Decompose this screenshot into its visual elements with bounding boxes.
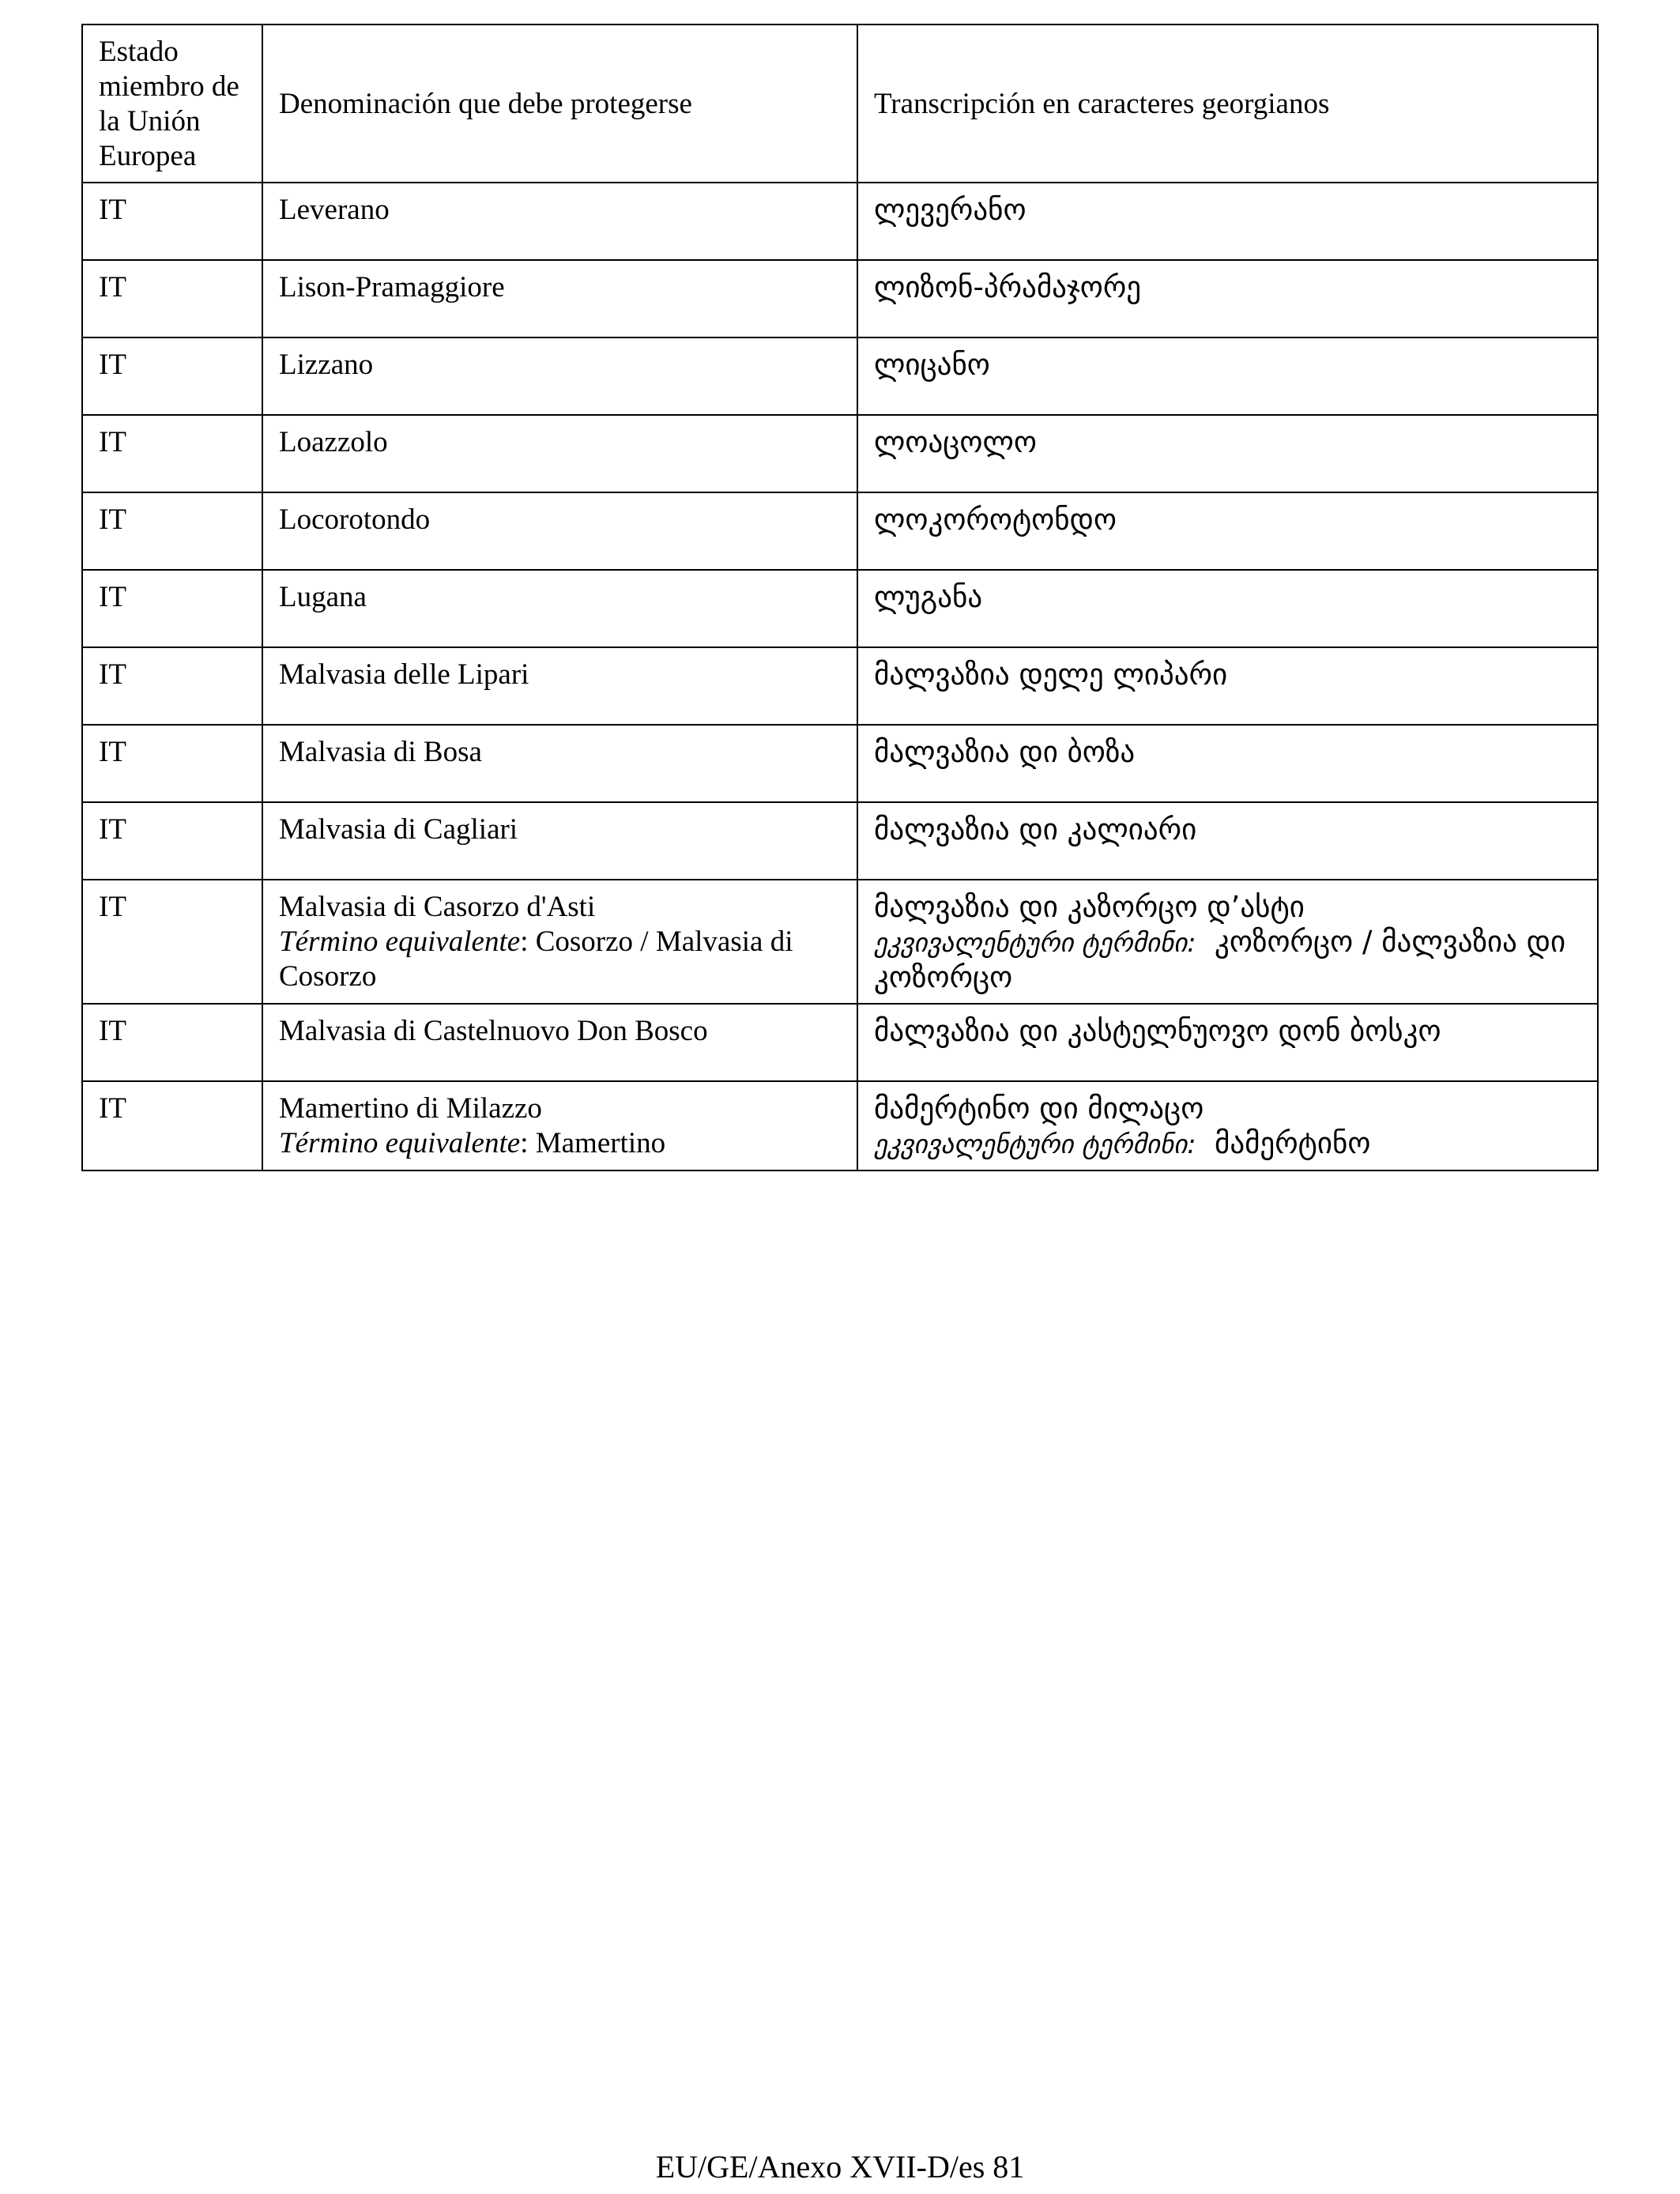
row-name: Loazzolo xyxy=(262,415,857,492)
equivalent-label: Término equivalente xyxy=(279,1127,521,1159)
table-row xyxy=(82,647,1598,725)
row-transcription: მალვაზია დი კასტელნუოვო დონ ბოსკო xyxy=(857,1004,1598,1081)
row-state: IT xyxy=(82,725,262,802)
table-header-row xyxy=(82,25,1598,183)
row-transcription-cell xyxy=(857,1081,1598,1171)
equivalent-term-georgian: კოზორცო / მალვაზია დი კოზორცო xyxy=(874,925,1566,994)
table-row xyxy=(82,725,1598,802)
row-transcription-equivalent xyxy=(874,1126,1583,1162)
row-state: IT xyxy=(82,183,262,260)
row-name-cell xyxy=(262,1081,857,1171)
row-transcription: მალვაზია დელე ლიპარი xyxy=(857,647,1598,725)
row-name: Mamertino di Milazzo xyxy=(279,1092,542,1125)
equivalent-label: Término equivalente xyxy=(279,925,521,958)
row-state: IT xyxy=(82,647,262,725)
table-row xyxy=(82,570,1598,647)
table-row xyxy=(82,260,1598,337)
row-state: IT xyxy=(82,1004,262,1081)
row-transcription: ლოაცოლო xyxy=(857,415,1598,492)
table-row xyxy=(82,1004,1598,1081)
row-name: Lizzano xyxy=(262,337,857,415)
row-transcription: მალვაზია დი ბოზა xyxy=(857,725,1598,802)
equivalent-term: Cosorzo / Malvasia di Cosorzo xyxy=(279,925,793,993)
table-row xyxy=(82,183,1598,260)
row-name: Lugana xyxy=(262,570,857,647)
row-transcription-equivalent xyxy=(874,925,1583,995)
table-row xyxy=(82,1081,1598,1171)
table-row xyxy=(82,415,1598,492)
row-name-cell xyxy=(262,880,857,1004)
row-name: Locorotondo xyxy=(262,492,857,570)
row-state: IT xyxy=(82,260,262,337)
row-transcription: ლოკოროტონდო xyxy=(857,492,1598,570)
row-state: IT xyxy=(82,1081,262,1171)
row-transcription: ლევერანო xyxy=(857,183,1598,260)
row-state: IT xyxy=(82,570,262,647)
row-state: IT xyxy=(82,492,262,570)
header-state: Estado miembro de la Unión Europea xyxy=(82,25,262,183)
table-row xyxy=(82,337,1598,415)
header-name: Denominación que debe protegerse xyxy=(262,25,857,183)
equivalent-label-georgian: ეკვივალენტური ტერმინი: xyxy=(874,1129,1196,1159)
row-name: Malvasia delle Lipari xyxy=(262,647,857,725)
table-row xyxy=(82,880,1598,1004)
header-transcription: Transcripción en caracteres georgianos xyxy=(857,25,1598,183)
row-name: Malvasia di Casorzo d'Asti xyxy=(279,891,596,923)
row-state: IT xyxy=(82,337,262,415)
row-transcription: მალვაზია დი კალიარი xyxy=(857,802,1598,880)
row-transcription: ლუგანა xyxy=(857,570,1598,647)
row-name: Malvasia di Bosa xyxy=(262,725,857,802)
row-equivalent: Término equivalente: Cosorzo / Malvasia di Cosorzo xyxy=(279,925,793,993)
table-row xyxy=(82,802,1598,880)
row-transcription-cell xyxy=(857,880,1598,1004)
page-footer: EU/GE/Anexo XVII-D/es 81 xyxy=(655,2149,1025,2185)
row-transcription: ლიზონ-პრამაჯორე xyxy=(857,260,1598,337)
row-name: Lison-Pramaggiore xyxy=(262,260,857,337)
row-transcription: ლიცანო xyxy=(857,337,1598,415)
row-state: IT xyxy=(82,880,262,1004)
row-transcription: მამერტინო დი მილაცო xyxy=(874,1091,1204,1125)
row-state: IT xyxy=(82,802,262,880)
row-name: Leverano xyxy=(262,183,857,260)
equivalent-term: Mamertino xyxy=(535,1127,666,1159)
row-name: Malvasia di Castelnuovo Don Bosco xyxy=(262,1004,857,1081)
geographical-indications-table xyxy=(81,24,1599,1171)
row-name: Malvasia di Cagliari xyxy=(262,802,857,880)
row-equivalent: Término equivalente: Mamertino xyxy=(279,1127,666,1159)
table-row xyxy=(82,492,1598,570)
equivalent-term-georgian: მამერტინო xyxy=(1214,1126,1371,1160)
row-state: IT xyxy=(82,415,262,492)
row-transcription: მალვაზია დი კაზორცო დ’ასტი xyxy=(874,890,1305,924)
equivalent-label-georgian: ეკვივალენტური ტერმინი: xyxy=(874,927,1196,958)
